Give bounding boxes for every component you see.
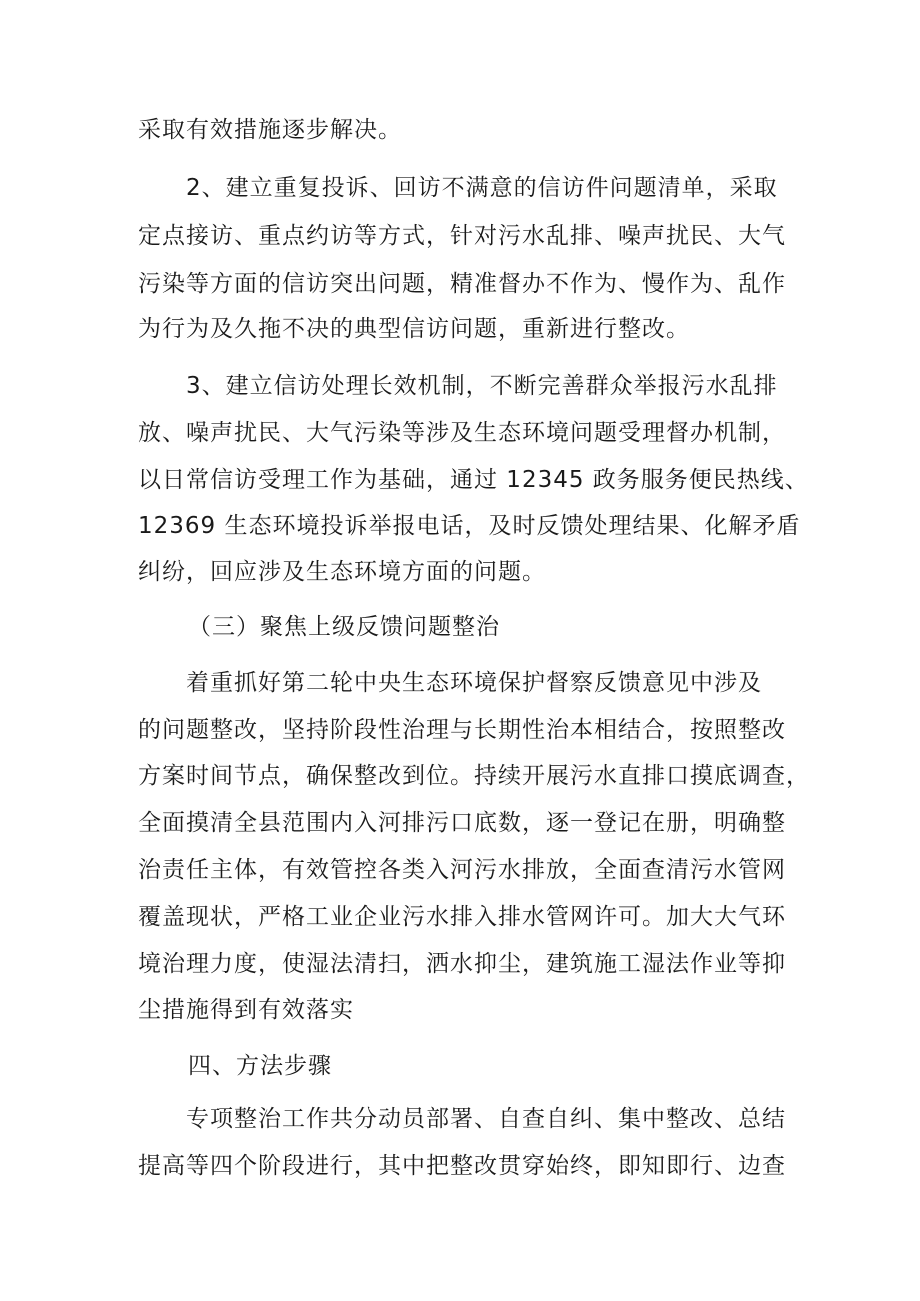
text-line: 污染等方面的信访突出问题，精准督办不作为、慢作为、乱作	[138, 271, 786, 297]
text-line: 采取有效措施逐步解决。	[138, 117, 402, 143]
text-line: 的问题整改，坚持阶段性治理与长期性治本相结合，按照整改	[138, 717, 786, 743]
text-line: 专项整治工作共分动员部署、自查自纠、集中整改、总结	[186, 1106, 786, 1132]
text-line: 12369 生态环境投诉举报电话，及时反馈处理结果、化解矛盾	[138, 513, 801, 539]
text-line: 3、建立信访处理长效机制，不断完善群众举报污水乱排	[186, 373, 778, 399]
text-line: 2、建立重复投诉、回访不满意的信访件问题清单，采取	[186, 175, 778, 201]
text-line: 覆盖现状，严格工业企业污水排入排水管网许可。加大大气环	[138, 904, 786, 930]
text-line: 以日常信访受理工作为基础，通过 12345 政务服务便民热线、	[138, 467, 809, 493]
text-line: 为行为及久拖不决的典型信访问题，重新进行整改。	[138, 316, 690, 342]
text-line: 全面摸清全县范围内入河排污口底数，逐一登记在册，明确整	[138, 810, 786, 836]
text-line: 定点接访、重点约访等方式，针对污水乱排、噪声扰民、大气	[138, 223, 786, 249]
text-line: 方案时间节点，确保整改到位。持续开展污水直排口摸底调查，	[138, 763, 810, 789]
text-line: 治责任主体，有效管控各类入河污水排放，全面查清污水管网	[138, 857, 786, 883]
text-line: 着重抓好第二轮中央生态环境保护督察反馈意见中涉及	[186, 670, 762, 696]
text-line: 纠纷，回应涉及生态环境方面的问题。	[138, 559, 546, 585]
section-heading: （三）聚焦上级反馈问题整治	[188, 614, 500, 640]
text-line: 境治理力度，使湿法清扫，洒水抑尘，建筑施工湿法作业等抑	[138, 951, 786, 977]
text-line: 尘措施得到有效落实	[138, 997, 354, 1023]
text-line: 提高等四个阶段进行，其中把整改贯穿始终，即知即行、边查	[138, 1153, 786, 1179]
section-heading: 四、方法步骤	[188, 1053, 332, 1079]
text-line: 放、噪声扰民、大气污染等涉及生态环境问题受理督办机制，	[138, 420, 786, 446]
